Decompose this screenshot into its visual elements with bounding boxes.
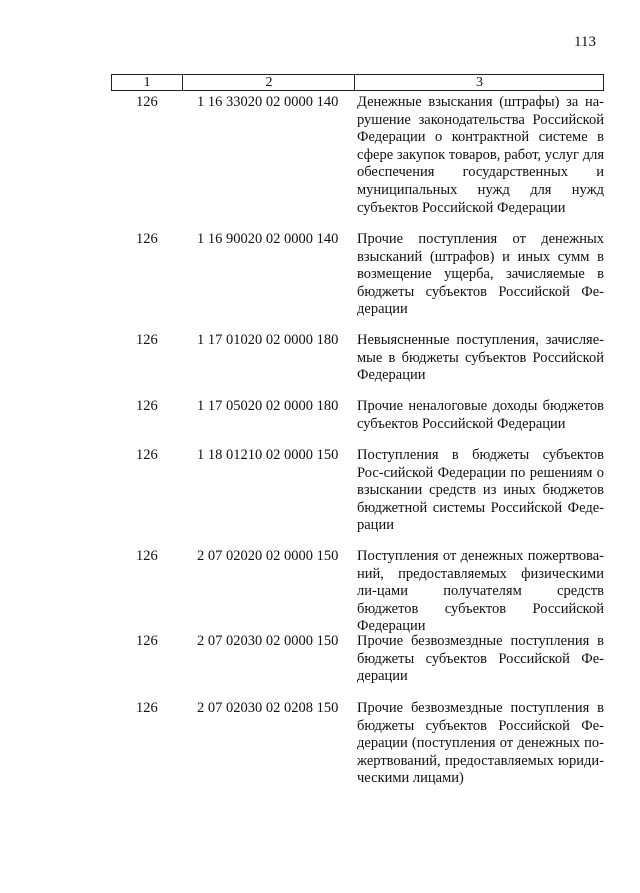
- admin-code: 126: [136, 398, 158, 414]
- budget-code: 1 17 01020 02 0000 180: [197, 332, 339, 348]
- table-row: [111, 332, 606, 398]
- table-header: [111, 74, 604, 91]
- table-row: [111, 548, 606, 633]
- admin-code: 126: [136, 94, 158, 110]
- budget-code: 2 07 02030 02 0208 150: [197, 700, 339, 716]
- admin-code: 126: [136, 633, 158, 649]
- table-row: [111, 231, 606, 332]
- admin-code: 126: [136, 231, 158, 247]
- header-col-2: 2: [182, 75, 355, 90]
- admin-code: 126: [136, 332, 158, 348]
- income-description: Прочие безвозмездные поступления в бюджеты субъектов Российской Фе-дерации (поступления от денежных по-жертвований, предоставляемых юриди-ческими лицами): [357, 700, 604, 787]
- admin-code: 126: [136, 447, 158, 463]
- header-col-1: 1: [143, 75, 151, 90]
- page-number: 113: [574, 34, 596, 50]
- header-col-3: 3: [354, 75, 604, 90]
- budget-code: 1 16 33020 02 0000 140: [197, 94, 339, 110]
- income-description: Прочие поступления от денежных взысканий (штрафов) и иных сумм в возмещение ущерба, зачисляемые в бюджеты субъектов Российской Фе-дерации: [357, 231, 604, 318]
- table-row: [111, 94, 606, 231]
- budget-code: 1 17 05020 02 0000 180: [197, 398, 339, 414]
- table-body: [111, 94, 606, 790]
- income-description: Денежные взыскания (штрафы) за на-рушение законодательства Российской Федерации о контрактной системе в сфере закупок товаров, работ, услуг для обеспечения государственных и муниципальных нужд для нужд субъектов Российской Федерации: [357, 94, 604, 216]
- table-row: [111, 398, 606, 447]
- budget-code: 2 07 02030 02 0000 150: [197, 633, 339, 649]
- admin-code: 126: [136, 700, 158, 716]
- income-description: Прочие неналоговые доходы бюджетов субъектов Российской Федерации: [357, 398, 604, 432]
- table-row: [111, 700, 606, 790]
- income-description: Поступления от денежных пожертвова-ний, предоставляемых физическими ли-цами получателям средств бюджетов субъектов Российской Федерации: [357, 548, 604, 635]
- income-description: Прочие безвозмездные поступления в бюджеты субъектов Российской Фе-дерации: [357, 633, 604, 685]
- table-row: [111, 633, 606, 700]
- budget-code: 1 16 90020 02 0000 140: [197, 231, 339, 247]
- income-description: Поступления в бюджеты субъектов Рос-сийской Федерации по решениям о взыскании средств из иных бюджетов бюджетной системы Российской Феде-рации: [357, 447, 604, 534]
- budget-code: 2 07 02020 02 0000 150: [197, 548, 339, 564]
- table-row: [111, 447, 606, 548]
- admin-code: 126: [136, 548, 158, 564]
- income-description: Невыясненные поступления, зачисляе-мые в бюджеты субъектов Российской Федерации: [357, 332, 604, 384]
- budget-code: 1 18 01210 02 0000 150: [197, 447, 339, 463]
